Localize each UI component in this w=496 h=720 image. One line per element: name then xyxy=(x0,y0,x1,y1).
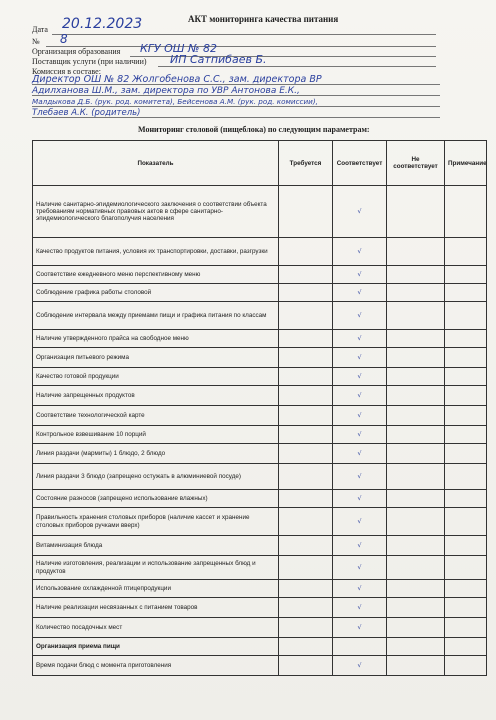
row-parameter-label: Соблюдение интервала между приемами пищи и графика питания по классам xyxy=(33,302,279,330)
notes-cell xyxy=(445,330,487,348)
not-matches-cell xyxy=(387,284,445,302)
checkmark-icon: √ xyxy=(357,431,362,438)
required-cell xyxy=(279,238,333,266)
row-parameter-label: Наличие запрещенных продуктов xyxy=(33,386,279,406)
checkmark-icon: √ xyxy=(357,564,362,571)
matches-cell xyxy=(333,348,387,368)
column-header-not-matches: Не соответствует xyxy=(387,141,445,186)
notes-cell xyxy=(445,580,487,598)
commission-line-1: Директор ОШ № 82 Жолгобенова С.С., зам. директора ВР xyxy=(32,74,322,85)
notes-cell xyxy=(445,598,487,618)
required-cell xyxy=(279,330,333,348)
not-matches-cell xyxy=(387,406,445,426)
commission-line-3: Малдыкова Д.Б. (рук. род. комитета), Бейсенова А.М. (рук. род. комиссии), xyxy=(32,97,318,106)
table-row xyxy=(33,536,487,556)
matches-cell xyxy=(333,556,387,580)
matches-cell xyxy=(333,618,387,638)
row-parameter-label: Соблюдение графика работы столовой xyxy=(33,284,279,302)
notes-cell xyxy=(445,186,487,238)
commission-line-4: Тлебаев А.К. (родитель) xyxy=(32,108,141,118)
not-matches-cell xyxy=(387,330,445,348)
checkmark-icon: √ xyxy=(357,312,362,319)
row-parameter-label: Состояние разносов (запрещено использование влажных) xyxy=(33,490,279,508)
table-row xyxy=(33,508,487,536)
table-row xyxy=(33,406,487,426)
notes-cell xyxy=(445,656,487,676)
required-cell xyxy=(279,186,333,238)
row-parameter-label: Соответствие ежедневного меню перспективному меню xyxy=(33,266,279,284)
table-row xyxy=(33,266,487,284)
table-row xyxy=(33,426,487,444)
empty-cell xyxy=(445,638,487,656)
not-matches-cell xyxy=(387,618,445,638)
table-row xyxy=(33,618,487,638)
commission-rule-2 xyxy=(32,95,440,96)
matches-cell xyxy=(333,598,387,618)
not-matches-cell xyxy=(387,348,445,368)
not-matches-cell xyxy=(387,536,445,556)
required-cell xyxy=(279,508,333,536)
notes-cell xyxy=(445,464,487,490)
matches-cell xyxy=(333,266,387,284)
matches-cell xyxy=(333,238,387,266)
row-parameter-label: Витаминизация блюда xyxy=(33,536,279,556)
not-matches-cell xyxy=(387,266,445,284)
number-label: № xyxy=(32,37,40,46)
row-parameter-label: Время подачи блюд с момента приготовления xyxy=(33,656,279,676)
monitoring-table xyxy=(32,140,487,676)
matches-cell xyxy=(333,330,387,348)
not-matches-cell xyxy=(387,508,445,536)
required-cell xyxy=(279,556,333,580)
required-cell xyxy=(279,580,333,598)
column-header-required: Требуется xyxy=(279,141,333,186)
section-label: Организация приема пищи xyxy=(33,638,279,656)
not-matches-cell xyxy=(387,490,445,508)
notes-cell xyxy=(445,406,487,426)
matches-cell xyxy=(333,386,387,406)
notes-cell xyxy=(445,508,487,536)
organization-handwritten: КГУ ОШ № 82 xyxy=(140,42,217,55)
matches-cell xyxy=(333,656,387,676)
checkmark-icon: √ xyxy=(357,335,362,342)
organization-label: Организация образования xyxy=(32,47,121,56)
checkmark-icon: √ xyxy=(357,585,362,592)
checkmark-icon: √ xyxy=(357,271,362,278)
matches-cell xyxy=(333,536,387,556)
commission-line-2: Адилханова Ш.М., зам. директора по УВР Антонова Е.К., xyxy=(32,86,300,96)
empty-cell xyxy=(333,638,387,656)
notes-cell xyxy=(445,556,487,580)
required-cell xyxy=(279,386,333,406)
checkmark-icon: √ xyxy=(357,373,362,380)
supplier-handwritten: ИП Сатпибаев Б. xyxy=(170,53,267,66)
table-row xyxy=(33,580,487,598)
not-matches-cell xyxy=(387,444,445,464)
required-cell xyxy=(279,464,333,490)
commission-label: Комиссия в составе: xyxy=(32,67,101,76)
table-row xyxy=(33,348,487,368)
required-cell xyxy=(279,348,333,368)
not-matches-cell xyxy=(387,656,445,676)
row-parameter-label: Количество посадочных мест xyxy=(33,618,279,638)
checkmark-icon: √ xyxy=(357,248,362,255)
column-header-matches: Соответствует xyxy=(333,141,387,186)
checkmark-icon: √ xyxy=(357,518,362,525)
required-cell xyxy=(279,368,333,386)
checkmark-icon: √ xyxy=(357,450,362,457)
checkmark-icon: √ xyxy=(357,495,362,502)
table-row xyxy=(33,284,487,302)
not-matches-cell xyxy=(387,426,445,444)
not-matches-cell xyxy=(387,368,445,386)
required-cell xyxy=(279,618,333,638)
date-label: Дата xyxy=(32,25,48,34)
not-matches-cell xyxy=(387,186,445,238)
row-parameter-label: Правильность хранения столовых приборов (наличие кассет и хранение столовых приборов ручками вверх) xyxy=(33,508,279,536)
checkmark-icon: √ xyxy=(357,542,362,549)
table-row xyxy=(33,330,487,348)
notes-cell xyxy=(445,302,487,330)
row-parameter-label: Использование охлажденной птицепродукции xyxy=(33,580,279,598)
row-parameter-label: Контрольное взвешивание 10 порций xyxy=(33,426,279,444)
supplier-label: Поставщик услуги (при наличии) xyxy=(32,57,147,66)
table-row xyxy=(33,656,487,676)
table-row xyxy=(33,186,487,238)
not-matches-cell xyxy=(387,302,445,330)
row-parameter-label: Качество готовой продукции xyxy=(33,368,279,386)
matches-cell xyxy=(333,406,387,426)
notes-cell xyxy=(445,536,487,556)
table-row xyxy=(33,464,487,490)
checkmark-icon: √ xyxy=(357,604,362,611)
matches-cell xyxy=(333,426,387,444)
table-row xyxy=(33,386,487,406)
empty-cell xyxy=(387,638,445,656)
checkmark-icon: √ xyxy=(357,289,362,296)
matches-cell xyxy=(333,580,387,598)
notes-cell xyxy=(445,490,487,508)
not-matches-cell xyxy=(387,464,445,490)
notes-cell xyxy=(445,426,487,444)
row-parameter-label: Наличие санитарно-эпидемиологического заключения о соответствии объекта требованиям нормативных правовых актов в сфере санитарно-эпидемиологического благополучия населения xyxy=(33,186,279,238)
matches-cell xyxy=(333,508,387,536)
notes-cell xyxy=(445,238,487,266)
not-matches-cell xyxy=(387,238,445,266)
checkmark-icon: √ xyxy=(357,412,362,419)
column-header-parameter: Показатель xyxy=(33,141,279,186)
commission-rule-1 xyxy=(32,84,440,85)
notes-cell xyxy=(445,368,487,386)
required-cell xyxy=(279,426,333,444)
row-parameter-label: Организация питьевого режима xyxy=(33,348,279,368)
notes-cell xyxy=(445,618,487,638)
notes-cell xyxy=(445,386,487,406)
matches-cell xyxy=(333,368,387,386)
row-parameter-label: Наличие изготовления, реализации и использование запрещенных блюд и продуктов xyxy=(33,556,279,580)
notes-cell xyxy=(445,266,487,284)
row-parameter-label: Наличие утвержденного прайса на свободное меню xyxy=(33,330,279,348)
not-matches-cell xyxy=(387,598,445,618)
not-matches-cell xyxy=(387,556,445,580)
matches-cell xyxy=(333,302,387,330)
table-row xyxy=(33,238,487,266)
row-parameter-label: Линия раздачи (мармиты) 1 блюдо, 2 блюдо xyxy=(33,444,279,464)
row-parameter-label: Наличие реализации несвязанных с питанием товаров xyxy=(33,598,279,618)
notes-cell xyxy=(445,284,487,302)
checkmark-icon: √ xyxy=(357,624,362,631)
empty-cell xyxy=(279,638,333,656)
section-row xyxy=(33,638,487,656)
column-header-notes: Примечание xyxy=(445,141,487,186)
table-row xyxy=(33,556,487,580)
document-title: АКТ мониторинга качества питания xyxy=(188,14,339,24)
table-row xyxy=(33,598,487,618)
required-cell xyxy=(279,266,333,284)
checkmark-icon: √ xyxy=(357,392,362,399)
table-row xyxy=(33,368,487,386)
required-cell xyxy=(279,444,333,464)
table-header-row xyxy=(33,141,487,186)
date-line xyxy=(52,34,436,35)
required-cell xyxy=(279,406,333,426)
required-cell xyxy=(279,284,333,302)
matches-cell xyxy=(333,444,387,464)
not-matches-cell xyxy=(387,580,445,598)
table-subtitle: Мониторинг столовой (пищеблока) по следующим параметрам: xyxy=(138,125,370,134)
matches-cell xyxy=(333,490,387,508)
not-matches-cell xyxy=(387,386,445,406)
matches-cell xyxy=(333,464,387,490)
required-cell xyxy=(279,598,333,618)
checkmark-icon: √ xyxy=(357,662,362,669)
notes-cell xyxy=(445,444,487,464)
required-cell xyxy=(279,656,333,676)
table-row xyxy=(33,490,487,508)
row-parameter-label: Соответствие технологической карте xyxy=(33,406,279,426)
checkmark-icon: √ xyxy=(357,354,362,361)
matches-cell xyxy=(333,284,387,302)
row-parameter-label: Качество продуктов питания, условия их транспортировки, доставки, разгрузки xyxy=(33,238,279,266)
matches-cell xyxy=(333,186,387,238)
notes-cell xyxy=(445,348,487,368)
required-cell xyxy=(279,536,333,556)
checkmark-icon: √ xyxy=(357,473,362,480)
table-row xyxy=(33,444,487,464)
commission-rule-4 xyxy=(32,117,440,118)
row-parameter-label: Линия раздачи 3 блюдо (запрещено остужать в алюминиевой посуде) xyxy=(33,464,279,490)
table-row xyxy=(33,302,487,330)
required-cell xyxy=(279,490,333,508)
commission-rule-3 xyxy=(32,106,440,107)
number-handwritten: 8 xyxy=(60,32,68,46)
supplier-line xyxy=(158,66,436,67)
required-cell xyxy=(279,302,333,330)
checkmark-icon: √ xyxy=(357,208,362,215)
date-handwritten: 20.12.2023 xyxy=(62,16,143,32)
